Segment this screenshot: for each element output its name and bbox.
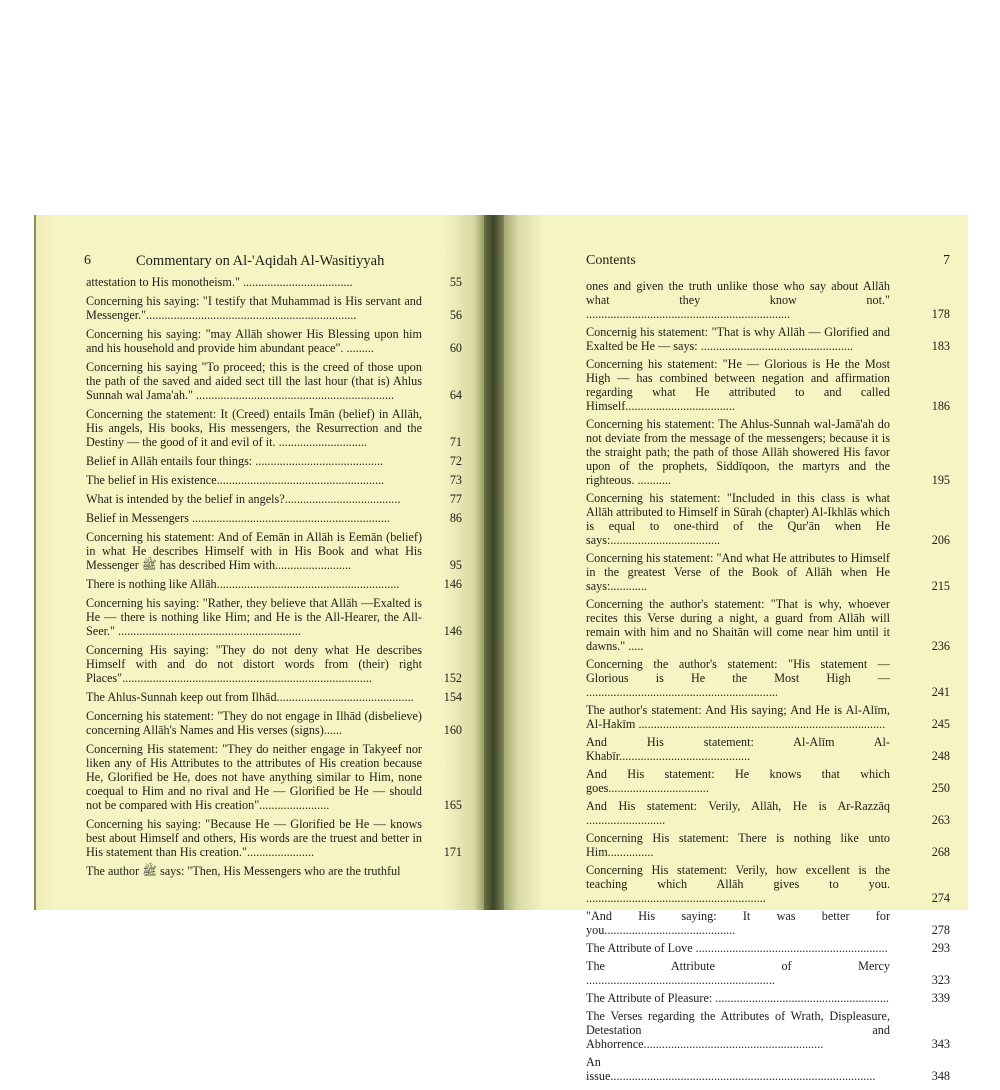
right-toc-list	[586, 279, 950, 1087]
toc-entry-page: 160	[443, 723, 462, 737]
toc-entry-page: 263	[931, 813, 950, 827]
toc-entry-title: And His statement: Verily, Allāh, He is Ar-Razzāq ..........................	[586, 799, 890, 827]
toc-entry	[86, 275, 462, 289]
toc-entry-title: Concerning his saying "To proceed; this is the creed of those upon the path of the saved and aided sect till the last hour (that is) Ahlus Sunnah wal Jama'ah." .................................................................	[86, 360, 422, 402]
left-running-head: Commentary on Al-'Aqidah Al-Wasitiyyah	[136, 253, 385, 269]
toc-entry-page: 86	[449, 511, 462, 525]
toc-entry	[86, 407, 462, 449]
toc-entry	[586, 991, 950, 1005]
toc-entry-title: There is nothing like Allāh............................................................	[86, 577, 400, 591]
toc-entry	[86, 596, 462, 638]
toc-entry-page: 165	[443, 798, 462, 812]
toc-entry-page: 154	[443, 690, 462, 704]
toc-entry-title: Concerning the author's statement: "His statement — Glorious is He the Most High — ...............................................................	[586, 657, 890, 699]
toc-entry-title: Concerning his saying: "Rather, they believe that Allāh —Exalted is He — there is nothing like Him; and He is the All-Hearer, the All-Seer." ............................................................	[86, 596, 422, 638]
toc-entry	[586, 491, 950, 547]
toc-entry-title: And His statement: He knows that which goes.................................	[586, 767, 890, 795]
toc-entry	[86, 690, 462, 704]
toc-entry	[586, 735, 950, 763]
toc-entry	[86, 817, 462, 859]
toc-entry-title: Concerning his statement: The Ahlus-Sunnah wal-Jamā'ah do not deviate from the message of the messengers; because it is the straight path; the path of those Allāh showered His favor upon of the prophets, Siddīqoon, the martyrs and the righteous. ...........	[586, 417, 890, 487]
toc-entry-title: The Attribute of Mercy ..............................................................	[586, 959, 890, 987]
toc-entry	[586, 941, 950, 955]
toc-entry	[586, 959, 950, 987]
toc-entry-title: Concerning His statement: Verily, how excellent is the teaching which Allāh gives to you. ...........................................................	[586, 863, 890, 905]
toc-entry-title: attestation to His monotheism." ....................................	[86, 275, 353, 289]
toc-entry-page: 71	[449, 435, 462, 449]
toc-entry-page: 146	[443, 577, 462, 591]
toc-entry	[586, 909, 950, 937]
toc-entry	[586, 657, 950, 699]
toc-entry	[86, 294, 462, 322]
toc-entry-title: Belief in Allāh entails four things: ..........................................	[86, 454, 384, 468]
toc-entry	[86, 327, 462, 355]
toc-entry-title: Concernig his statement: "That is why Allāh — Glorified and Exalted be He — says: ..................................................	[586, 325, 890, 353]
book-spread	[34, 215, 968, 1083]
toc-entry-page: 245	[931, 717, 950, 731]
toc-entry-title: The Ahlus-Sunnah keep out from Ilhād.............................................	[86, 690, 414, 704]
toc-entry	[86, 709, 462, 737]
toc-entry-title: The Verses regarding the Attributes of Wrath, Displeasure, Detestation and Abhorrence...........................................................	[586, 1009, 890, 1051]
toc-entry	[586, 551, 950, 593]
toc-entry-title: Concerning his saying: "Because He — Glorified be He — knows best about Himself and others, His words are the truest and better in His statement than His creation."......................	[86, 817, 422, 859]
left-page	[34, 215, 484, 910]
toc-entry	[586, 1055, 950, 1083]
toc-entry-title: The belief in His existence.......................................................	[86, 473, 385, 487]
toc-entry	[586, 1009, 950, 1051]
toc-entry-title: An issue.......................................................................................	[586, 1055, 876, 1083]
toc-entry-title: The Attribute of Love ...............................................................	[586, 941, 888, 955]
toc-entry	[86, 864, 456, 878]
toc-entry	[586, 279, 950, 321]
toc-entry-page: 248	[931, 749, 950, 763]
left-toc-list	[86, 275, 462, 883]
toc-entry	[86, 742, 462, 812]
toc-entry-title: Concerning His statement: "They do neither engage in Takyeef nor liken any of His Attributes to the attributes of His creation because He, Glorified be He, does not have anything similar to Him, none coequal to Him and no rival and He — Glorified be He — should not be compared with His creation".......................	[86, 742, 422, 812]
toc-entry	[86, 473, 462, 487]
toc-entry-page: 95	[449, 558, 462, 572]
toc-entry	[586, 799, 950, 827]
toc-entry-title: Concerning his statement: And of Eemān in Allāh is Eemān (belief) in what He describes Himself with in His Book and what His Messenger ﷺ has described Him with.........................	[86, 530, 422, 572]
toc-entry	[586, 357, 950, 413]
toc-entry-page: 348	[931, 1069, 950, 1083]
right-running-head: Contents	[586, 253, 636, 268]
toc-entry-page: 183	[931, 339, 950, 353]
toc-entry	[586, 325, 950, 353]
toc-entry-title: Concerning his saying: "may Allāh shower His Blessing upon him and his household and provide him abundant peace". .........	[86, 327, 422, 355]
toc-entry-page: 171	[443, 845, 462, 859]
toc-entry-title: Concerning his statement: "They do not engage in Ilhād (disbelieve) concerning Allāh's Names and His verses (signs)......	[86, 709, 422, 737]
toc-entry-page: 56	[449, 308, 462, 322]
toc-entry-title: Concerning the statement: It (Creed) entails Īmān (belief) in Allāh, His angels, His books, His messengers, the Resurrection and the Destiny — the good of it and evil of it. .............................	[86, 407, 422, 449]
toc-entry-page: 152	[443, 671, 462, 685]
toc-entry-title: Concerning his saying: "I testify that Muhammad is His servant and Messenger.".....................................................................	[86, 294, 422, 322]
toc-entry-title: The author ﷺ says: "Then, His Messengers who are the truthful	[86, 864, 401, 878]
toc-entry-page: 77	[449, 492, 462, 506]
toc-entry	[586, 767, 950, 795]
toc-entry-title: Concerning his statement: "Included in this class is what Allāh attributed to Himself in Sūrah (chapter) Al-Ikhlās which is equal to one-third of the Qur'ān when He says:....................................	[586, 491, 890, 547]
toc-entry-title: Concerning the author's statement: "That is why, whoever recites this Verse during a night, a guard from Allāh will remain with him and no Shaitān will come near him until it dawns." .....	[586, 597, 890, 653]
toc-entry-title: What is intended by the belief in angels?......................................	[86, 492, 401, 506]
toc-entry	[586, 703, 950, 731]
right-page-number: 7	[943, 253, 950, 268]
toc-entry-page: 64	[449, 388, 462, 402]
toc-entry-title: Belief in Messengers .................................................................	[86, 511, 390, 525]
toc-entry-page: 186	[931, 399, 950, 413]
page-edge	[34, 215, 36, 910]
right-page	[504, 215, 968, 1083]
toc-entry-page: 268	[931, 845, 950, 859]
toc-entry-title: Concerning his statement: "And what He attributes to Himself in the greatest Verse of the Book of Allāh when He says:............	[586, 551, 890, 593]
toc-entry-page: 60	[449, 341, 462, 355]
toc-entry-page: 206	[931, 533, 950, 547]
toc-entry-title: The author's statement: And His saying; And He is Al-Alīm, Al-Hakīm .................................................................................	[586, 703, 890, 731]
toc-entry-page: 293	[931, 941, 950, 955]
toc-entry-title: ones and given the truth unlike those who say about Allāh what they know not." ...................................................................	[586, 279, 890, 321]
toc-entry-page: 146	[443, 624, 462, 638]
toc-entry-page: 195	[931, 473, 950, 487]
toc-entry-page: 241	[931, 685, 950, 699]
toc-entry-page: 215	[931, 579, 950, 593]
toc-entry	[86, 360, 462, 402]
toc-entry-page: 55	[449, 275, 462, 289]
toc-entry-title: The Attribute of Pleasure: .........................................................	[586, 991, 889, 1005]
toc-entry-title: And His statement: Al-Alīm Al-Khabīr...........................................	[586, 735, 890, 763]
toc-entry-page: 274	[931, 891, 950, 905]
toc-entry	[86, 454, 462, 468]
toc-entry	[86, 577, 462, 591]
toc-entry-page: 72	[449, 454, 462, 468]
toc-entry	[586, 831, 950, 859]
toc-entry-page: 323	[931, 973, 950, 987]
toc-entry-title: Concerning his statement: "He — Glorious is He the Most High — has combined between negation and affirmation regarding what He attributed to and called Himself....................................	[586, 357, 890, 413]
toc-entry	[586, 417, 950, 487]
toc-entry	[86, 530, 462, 572]
toc-entry-title: Concerning His saying: "They do not deny what He describes Himself with and do not distort words from (their) right Places"..................................................................................	[86, 643, 422, 685]
toc-entry	[586, 863, 950, 905]
toc-entry-title: Concerning His statement: There is nothing like unto Him...............	[586, 831, 890, 859]
toc-entry-page: 250	[931, 781, 950, 795]
toc-entry-page: 278	[931, 923, 950, 937]
toc-entry-page: 339	[931, 991, 950, 1005]
toc-entry	[86, 643, 462, 685]
toc-entry-page: 343	[931, 1037, 950, 1051]
toc-entry-page: 236	[931, 639, 950, 653]
toc-entry-page: 73	[449, 473, 462, 487]
toc-entry	[86, 492, 462, 506]
toc-entry	[86, 511, 462, 525]
toc-entry-page: 178	[931, 307, 950, 321]
toc-entry-title: "And His saying: It was better for you...........................................	[586, 909, 890, 937]
left-page-number: 6	[84, 253, 91, 268]
book-gutter	[484, 215, 504, 910]
toc-entry	[586, 597, 950, 653]
